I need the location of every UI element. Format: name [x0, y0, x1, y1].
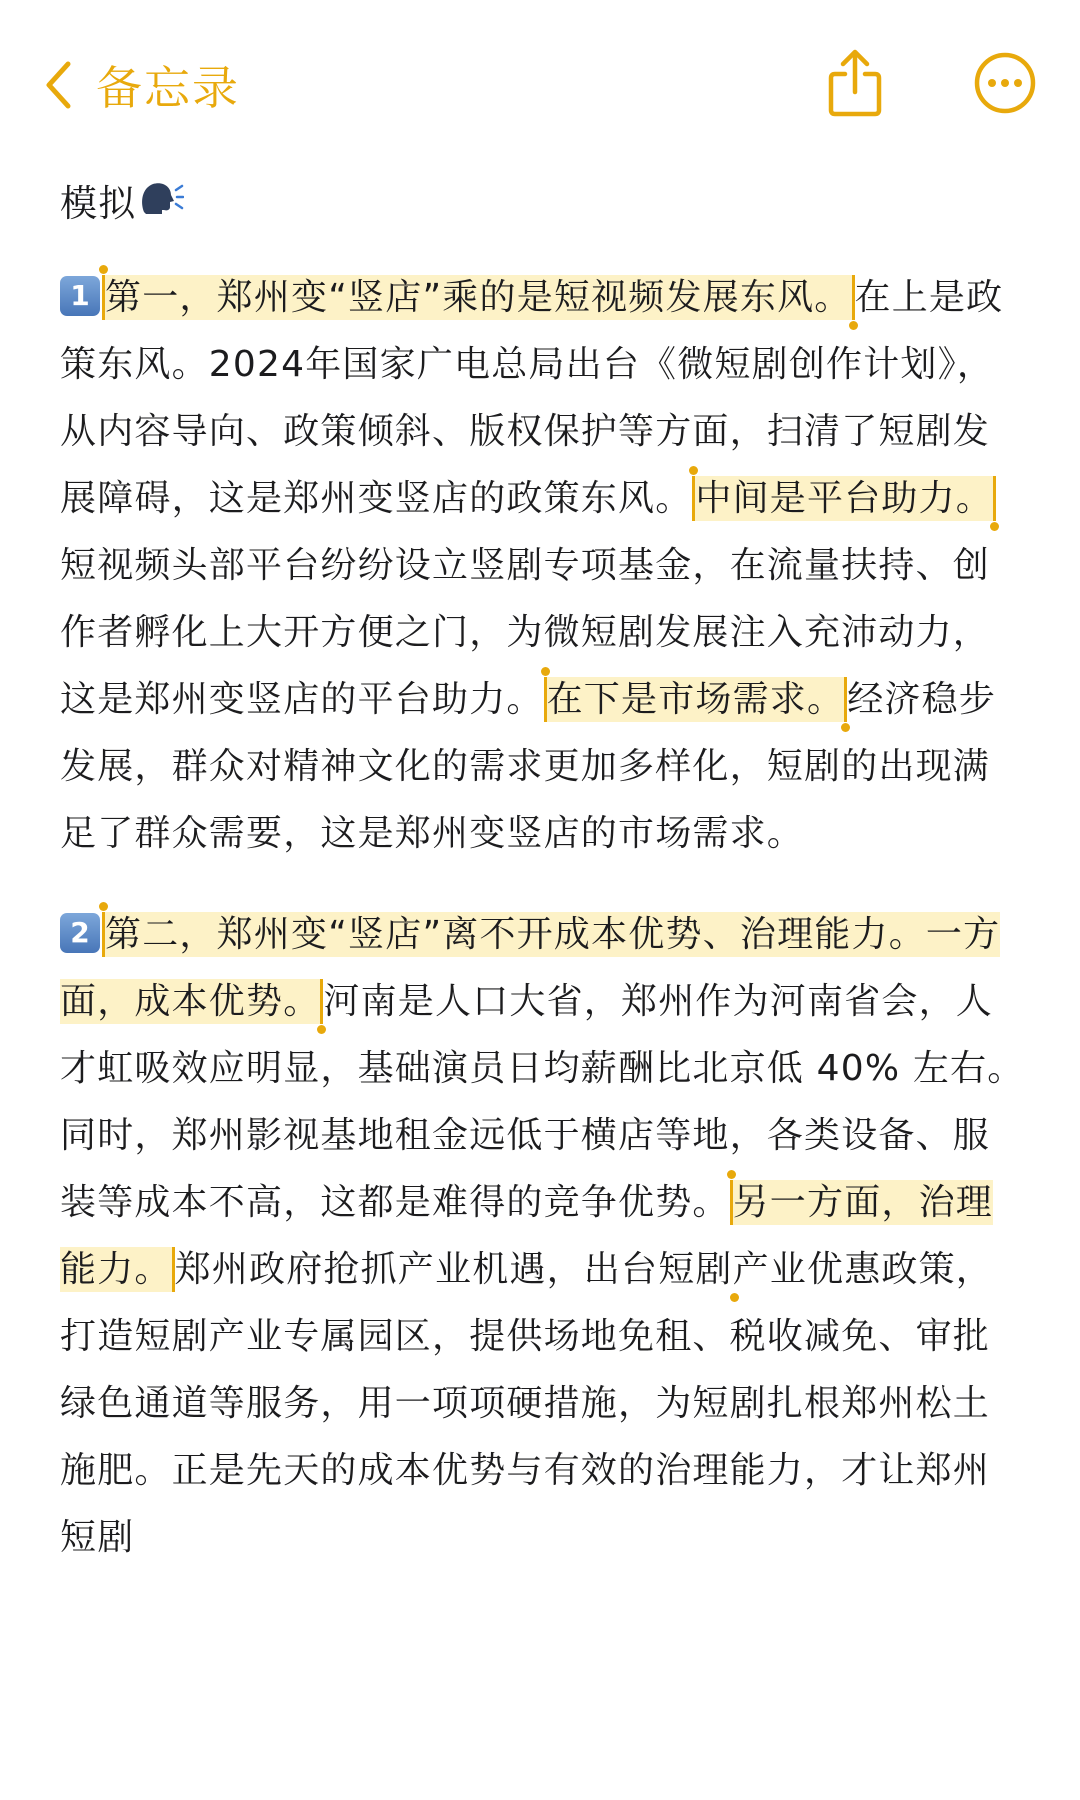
note-title-text: 模拟	[60, 182, 137, 225]
navigation-bar	[0, 40, 1080, 130]
share-button[interactable]	[810, 40, 900, 130]
share-icon	[825, 48, 885, 122]
paragraph-text: 在上是政策东风。2024年国家广电总局出台《微短剧创作计划》，从内容导向、政策倾斜、版权保护等方面，扫清了短剧发展障碍，这是郑州变竖店的政策东风。	[60, 277, 1004, 519]
back-label: 备忘录	[96, 61, 240, 115]
paragraph-text: 经济稳步发展，群众对精神文化的需求更加多样化，短剧的出现满足了群众需要，这是郑州变竖店的市场需求。	[60, 679, 997, 854]
highlighted-text[interactable]: 在下是市场需求。	[544, 677, 848, 722]
paragraph-2	[60, 901, 1025, 1571]
speaking-head-icon	[138, 172, 184, 239]
back-button[interactable]	[44, 50, 240, 120]
paragraph-text: 河南是人口大省，郑州作为河南省会，人才虹吸效应明显，基础演员日均薪酬比北京低 40% 左右。同时，郑州影视基地租金远低于横店等地，各类设备、服装等成本不高，这都是难得的竞争优势。	[60, 981, 1025, 1223]
note-title	[60, 170, 1025, 239]
more-button[interactable]	[960, 40, 1050, 130]
highlighted-text[interactable]: 第一，郑州变“竖店”乘的是短视频发展东风。	[102, 275, 855, 320]
highlighted-text[interactable]: 中间是平台助力。	[692, 476, 996, 521]
keycap-number-icon: 1	[60, 276, 100, 316]
paragraph-text: 短视频头部平台纷纷设立竖剧专项基金，在流量扶持、创作者孵化上大开方便之门，为微短剧发展注入充沛动力，这是郑州变竖店的平台助力。	[60, 545, 991, 720]
chevron-left-icon	[44, 60, 74, 110]
highlighted-text[interactable]: 第二，郑州变“竖店”离不开成本优势、治理能力。一方面，成本优势。	[60, 914, 1001, 1022]
keycap-number-icon: 2	[60, 913, 100, 953]
highlighted-text[interactable]: 另一方面，治理能力。	[60, 1182, 994, 1290]
paragraph-text: 郑州政府抢抓产业机遇，出台短剧产业优惠政策，打造短剧产业专属园区，提供场地免租、税收减免、审批绿色通道等服务，用一项项硬措施，为短剧扎根郑州松土施肥。正是先天的成本优势与有效的治理能力，才让郑州短剧	[60, 1249, 994, 1558]
note-body[interactable]	[60, 170, 1025, 1605]
paragraph-1	[60, 264, 1025, 867]
more-icon	[973, 51, 1037, 119]
